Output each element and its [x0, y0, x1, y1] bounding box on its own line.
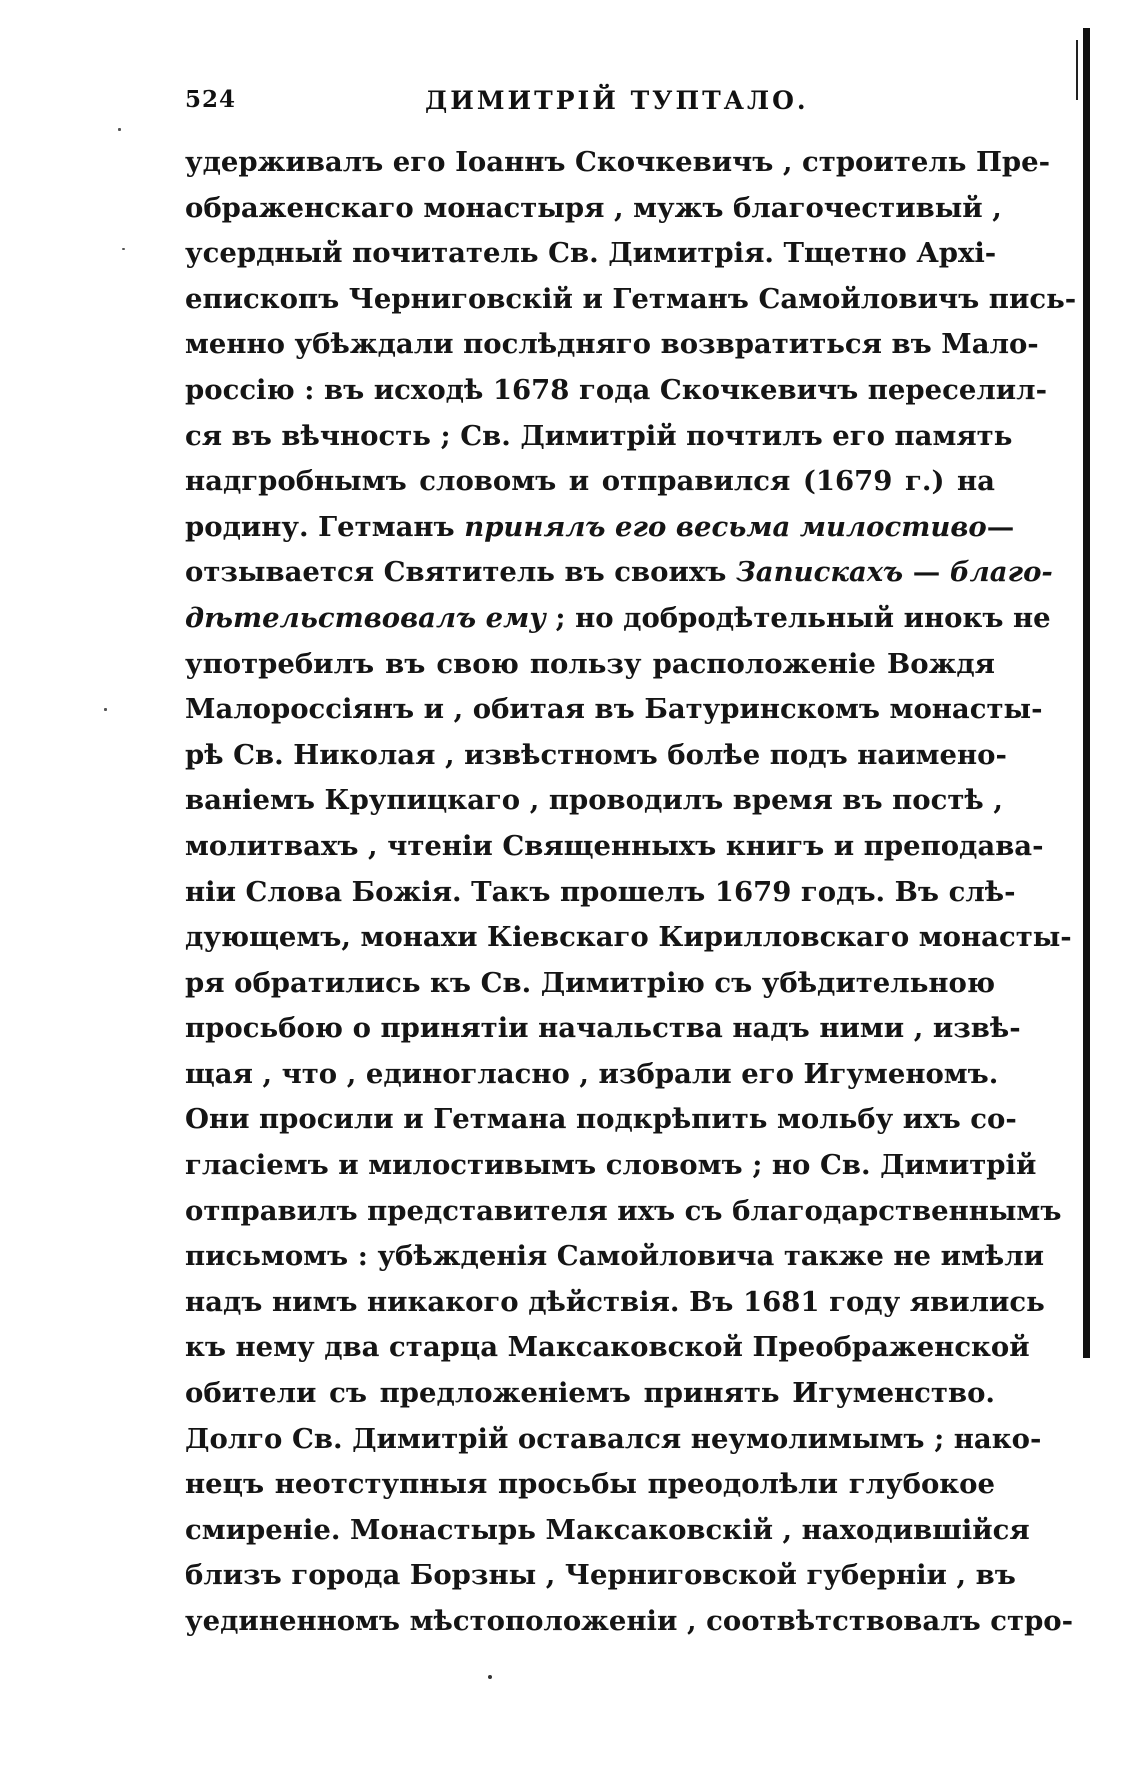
running-title: ДИМИТРІЙ ТУПТАЛО. — [425, 86, 809, 115]
text-run: Малороссіянъ и , обитая въ Батуринскомъ монасты- — [185, 693, 1043, 726]
text-line — [185, 1553, 1016, 1599]
text-run: ніи Слова Божія. Такъ прошелъ 1679 годъ. Въ слѣ- — [185, 875, 1016, 908]
text-run: менно убѣждали послѣдняго возвратиться въ Мало- — [185, 328, 1039, 361]
ink-speck — [104, 708, 107, 711]
text-run: отзывается Святитель въ своихъ — [185, 556, 736, 589]
text-line — [185, 1599, 1074, 1645]
text-line — [185, 1052, 999, 1098]
text-run: уединенномъ мѣстоположеніи , соотвѣтствовалъ стро- — [185, 1605, 1074, 1637]
ink-speck — [118, 128, 121, 131]
text-run: обители съ предложеніемъ принять Игуменство. — [185, 1377, 995, 1410]
text-line — [185, 915, 1072, 961]
text-run: рѣ Св. Николая , извѣстномъ болѣе подъ наимено- — [185, 738, 1007, 771]
page-header — [185, 86, 995, 126]
text-run: усердный почитатель Св. Димитрія. Тщетно Архі- — [185, 237, 997, 270]
text-run: Они просили и Гетмана подкрѣпить мольбу ихъ со- — [185, 1103, 1017, 1136]
scan-edge-mark — [1076, 40, 1078, 100]
text-run: употребилъ въ свою пользу расположеніе Вождя — [185, 647, 995, 680]
text-line — [185, 277, 1077, 323]
text-run: надгробнымъ словомъ и отправился (1679 г.) на — [185, 465, 995, 498]
text-line — [185, 824, 1044, 870]
text-line — [185, 642, 995, 688]
text-run: — — [986, 510, 1015, 543]
text-line — [185, 550, 1053, 596]
text-run: ; но добродѣтельный инокъ не — [545, 601, 1051, 634]
text-run: ря обратились къ Св. Димитрію съ убѣдительною — [185, 966, 996, 999]
text-line — [185, 1371, 995, 1417]
text-run: письмомъ : убѣжденія Самойловича также не имѣли — [185, 1240, 1045, 1273]
text-line — [185, 733, 1007, 779]
text-run: ображенскаго монастыря , мужъ благочестивый , — [185, 191, 1002, 224]
text-line — [185, 687, 1043, 733]
text-line — [185, 1097, 1017, 1143]
text-line — [185, 505, 1015, 551]
text-line — [185, 1189, 1062, 1235]
text-line — [185, 1462, 995, 1508]
text-line — [185, 322, 1039, 368]
text-line — [185, 1143, 1037, 1189]
text-line — [185, 368, 1047, 414]
text-line — [185, 1234, 1045, 1280]
text-run: молитвахъ , чтеніи Священныхъ книгъ и преподава- — [185, 829, 1044, 862]
text-line — [185, 778, 1003, 824]
text-run: — — [903, 556, 950, 589]
page-number: 524 — [185, 86, 237, 113]
text-line — [185, 231, 995, 277]
italic-run: принялъ его весьма милостиво — [464, 510, 987, 543]
text-line — [185, 414, 1013, 460]
text-run: ваніемъ Крупицкаго , проводилъ время въ постѣ , — [185, 784, 1003, 817]
text-run: нецъ неотступныя просьбы преодолѣли глубокое — [185, 1468, 995, 1501]
text-run: дующемъ, монахи Кіевскаго Кирилловскаго монасты- — [185, 921, 1072, 954]
text-line — [185, 1508, 1030, 1554]
body-text — [185, 140, 1077, 1645]
text-run: щая , что , единогласно , избрали его Игуменомъ. — [185, 1057, 999, 1090]
scan-edge-shadow — [1083, 28, 1090, 1358]
text-run: ся въ вѣчность ; Св. Димитрій почтилъ его память — [185, 419, 1013, 452]
text-run: близъ города Борзны , Черниговской губерніи , въ — [185, 1559, 1016, 1592]
text-line — [185, 870, 1016, 916]
text-line — [185, 140, 1051, 186]
text-line — [185, 1280, 1045, 1326]
text-run: смиреніе. Монастырь Максаковскій , находившійся — [185, 1513, 1030, 1546]
text-run: епископъ Черниговскій и Гетманъ Самойловичъ пись- — [185, 282, 1077, 315]
ink-speck — [488, 1675, 492, 1679]
ink-speck — [122, 248, 125, 250]
text-line — [185, 596, 1051, 642]
text-run: просьбою о принятіи начальства надъ ними , извѣ- — [185, 1012, 1021, 1045]
text-line — [185, 1006, 1021, 1052]
text-line — [185, 186, 1002, 232]
italic-run: дѣтельствовалъ ему — [185, 601, 546, 634]
text-run: надъ нимъ никакого дѣйствія. Въ 1681 году явились — [185, 1285, 1045, 1318]
text-line — [185, 961, 995, 1007]
italic-run: благо- — [949, 556, 1053, 589]
text-run: гласіемъ и милостивымъ словомъ ; но Св. Димитрій — [185, 1149, 1037, 1182]
text-run: родину. Гетманъ — [185, 510, 465, 543]
text-run: къ нему два старца Максаковской Преображенской — [185, 1331, 1030, 1364]
italic-run: Запискахъ — [735, 556, 904, 589]
text-run: отправилъ представителя ихъ съ благодарственнымъ — [185, 1194, 1062, 1227]
text-run: Долго Св. Димитрій оставался неумолимымъ ; нако- — [185, 1422, 1042, 1455]
text-run: россію : въ исходѣ 1678 года Скочкевичъ переселил- — [185, 373, 1047, 406]
text-line — [185, 1417, 1042, 1463]
text-run: удерживалъ его Іоаннъ Скочкевичъ , строитель Пре- — [185, 146, 1051, 178]
text-line — [185, 1325, 1030, 1371]
text-line — [185, 459, 995, 505]
